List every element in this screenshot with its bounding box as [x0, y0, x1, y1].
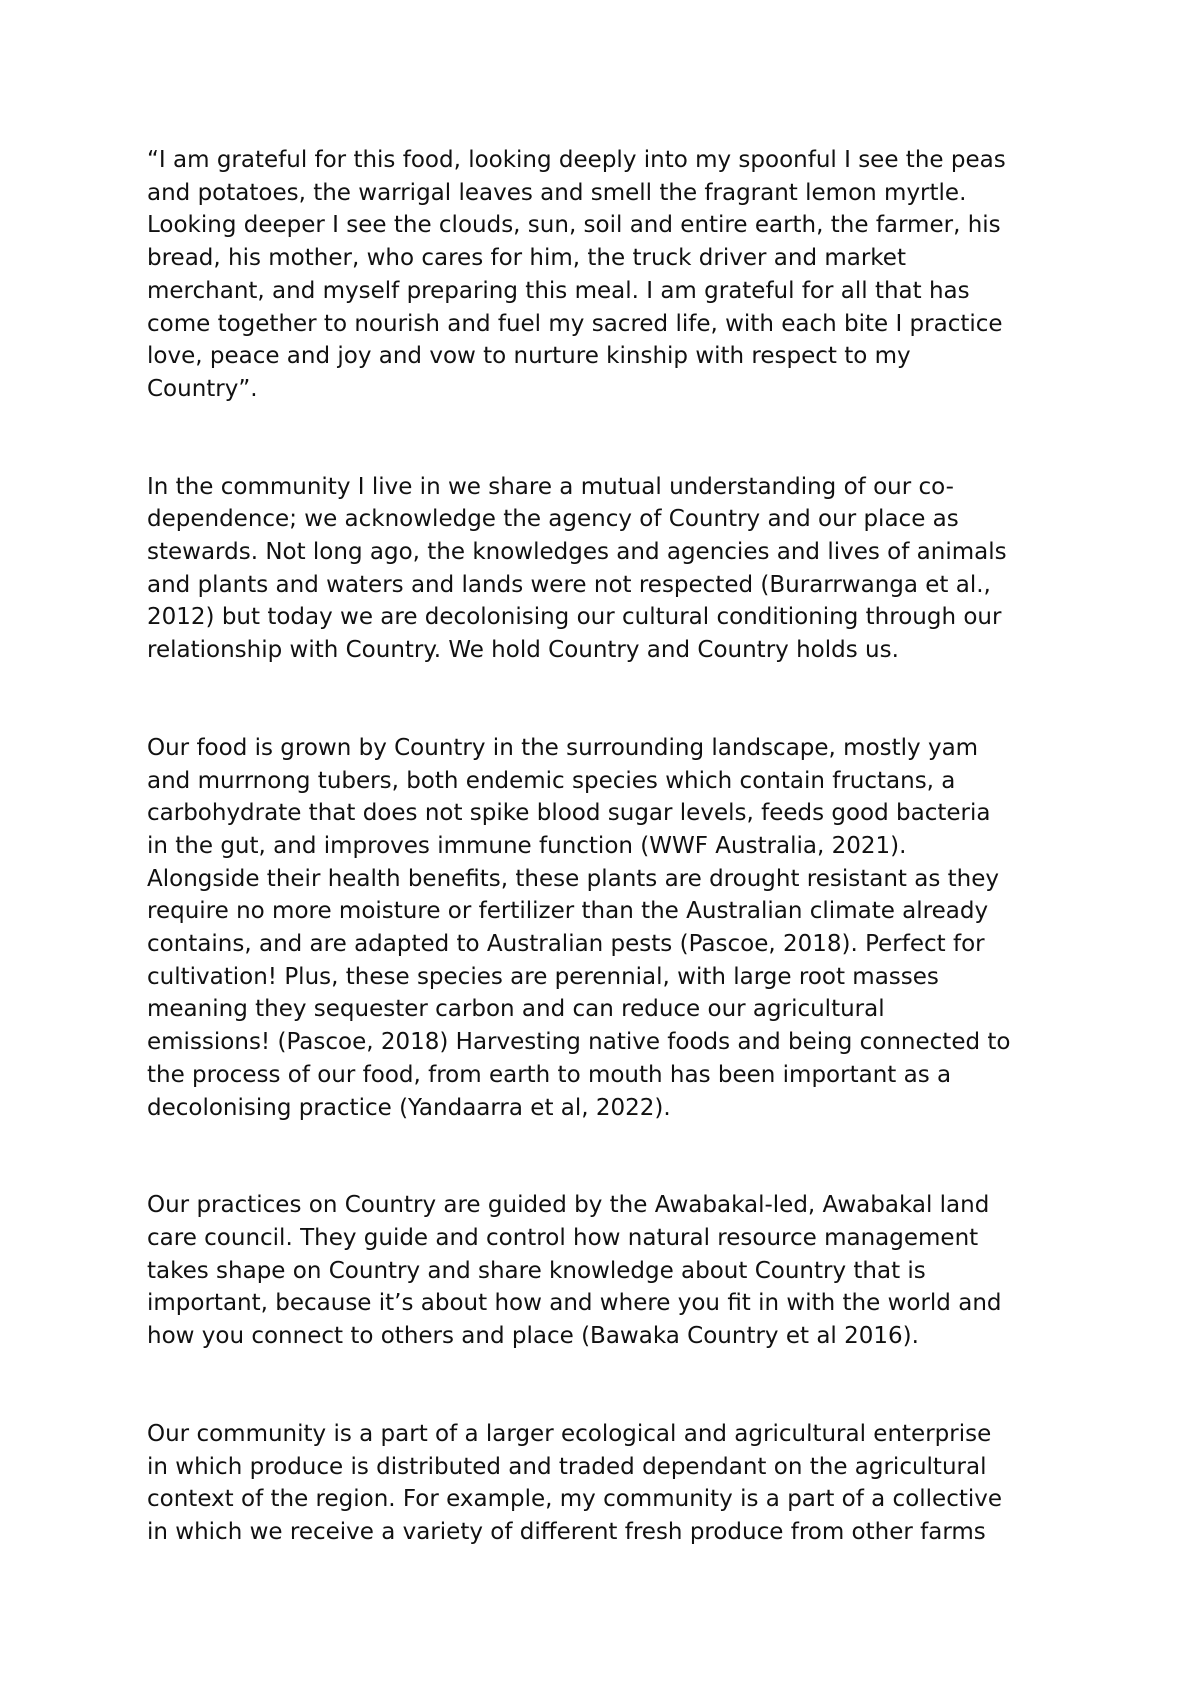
paragraph-community-enterprise: Our community is a part of a larger ecological and agricultural enterprise in which produce is distributed and traded dependant on the agricultural context of the region. For example, my community is a part of a collective in which we receive a variety of different fresh produce from other farms [147, 1420, 1003, 1545]
paragraph-practices-on-country: Our practices on Country are guided by the Awabakal-led, Awabakal land care council. They guide and control how natural resource management takes shape on Country and share knowledge about Country that is important, because it’s about how and where you fit in with the world and how you connect to others and place (Bawaka Country et al 2016). [147, 1192, 1002, 1350]
document-body [147, 144, 1067, 1549]
paragraph-community-codependence: In the community I live in we share a mutual understanding of our co- dependence; we acknowledge the agency of Country and our place as stewards. Not long ago, the knowledges and agencies and lives of animals and plants and waters and lands were not respected (Burarrwanga et al., 2012) but today we are decolonising our cultural conditioning through our relationship with Country. We hold Country and Country holds us. [147, 473, 1007, 664]
paragraph-food-grown-by-country: Our food is grown by Country in the surrounding landscape, mostly yam and murrnong tubers, both endemic species which contain fructans, a carbohydrate that does not spike blood sugar levels, feeds good bacteria in the gut, and improves immune function (WWF Australia, 2021). Alongside their health benefits, these plants are drought resistant as they require no more moisture or fertilizer than the Australian climate already contains, and are adapted to Australian pests (Pascoe, 2018). Perfect for cultivation! Plus, these species are perennial, with large root masses meaning they sequester carbon and can reduce our agricultural emissions! (Pascoe, 2018) Harvesting native foods and being connected to the process of our food, from earth to mouth has been important as a decolonising practice (Yandaarra et al, 2022). [147, 734, 1011, 1121]
paragraph-gratitude-quote: “I am grateful for this food, looking deeply into my spoonful I see the peas and potatoes, the warrigal leaves and smell the fragrant lemon myrtle. Looking deeper I see the clouds, sun, soil and entire earth, the farmer, his bread, his mother, who cares for him, the truck driver and market merchant, and myself preparing this meal. I am grateful for all that has come together to nourish and fuel my sacred life, with each bite I practice love, peace and joy and vow to nurture kinship with respect to my Country”. [147, 147, 1006, 402]
